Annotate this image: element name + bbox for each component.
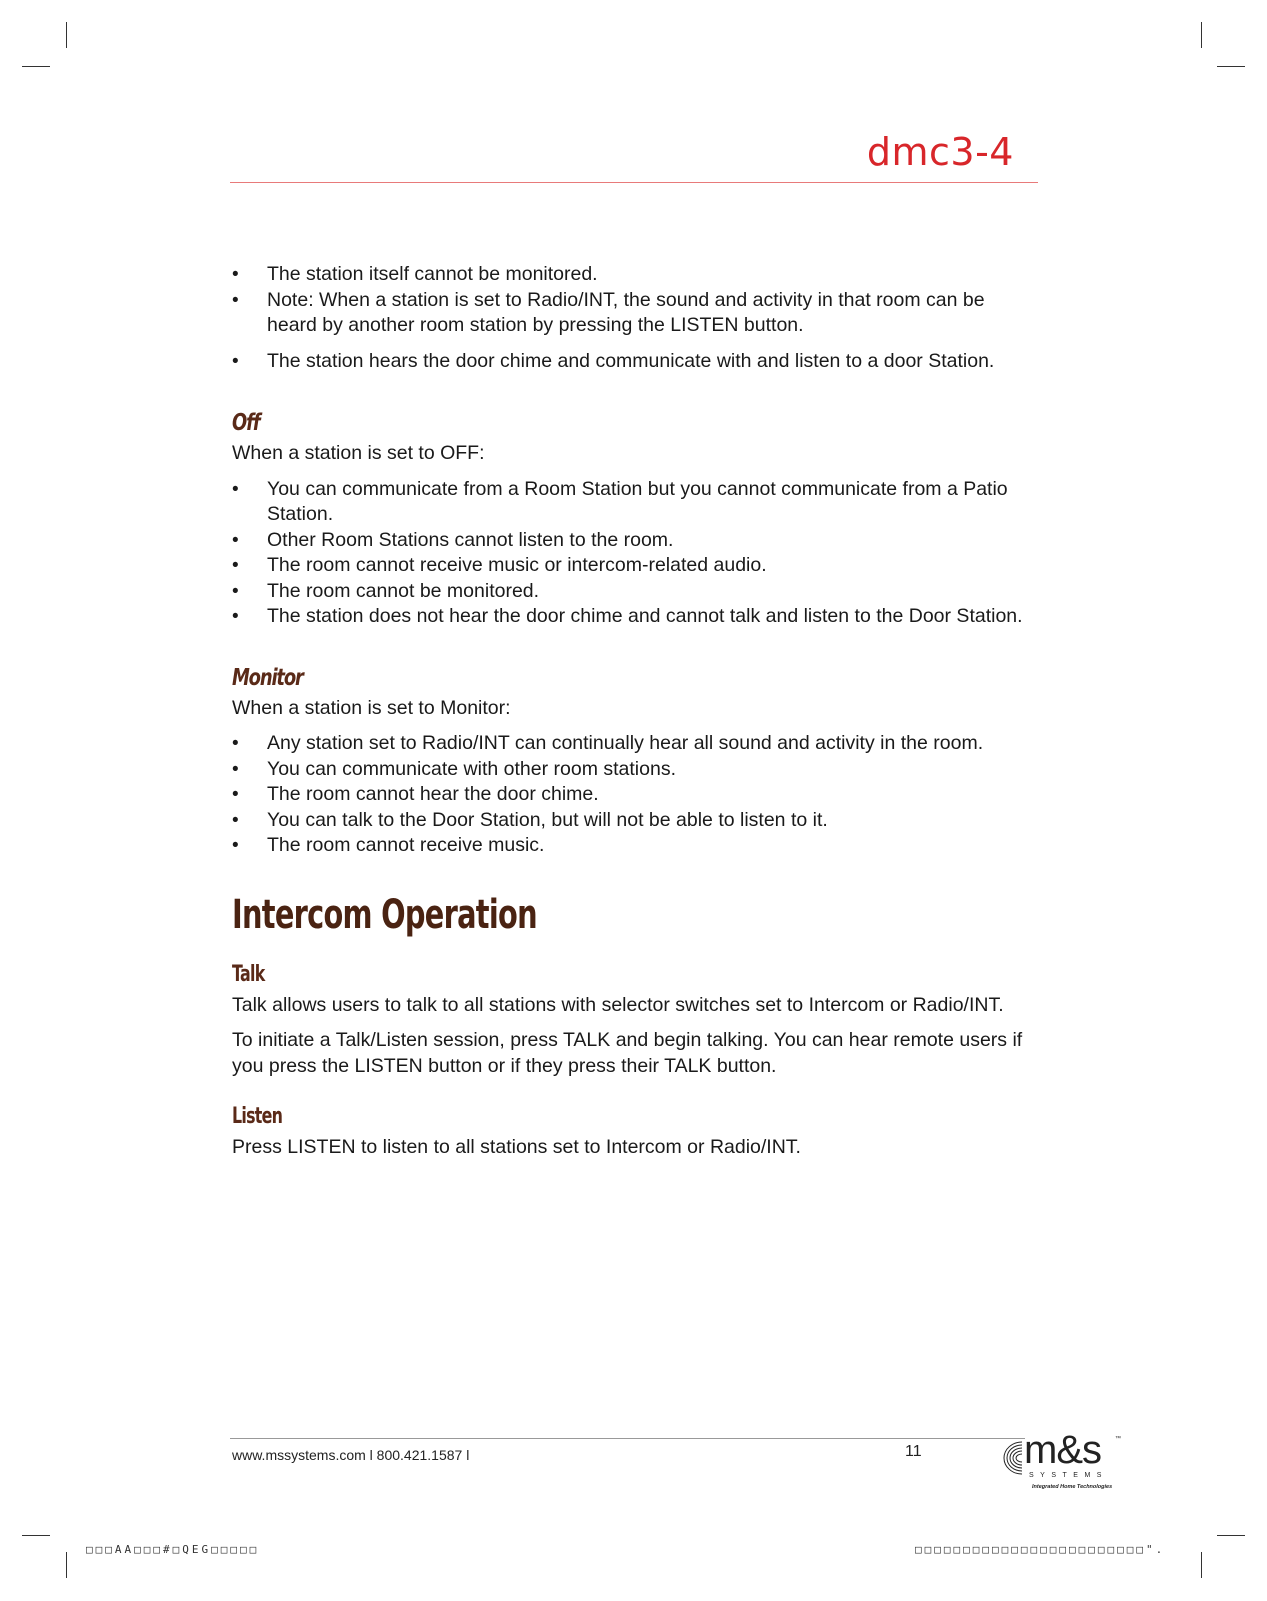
list-item: • The room cannot receive music. [232,833,1032,859]
list-item: • The station hears the door chime and communicate with and listen to a door Station. [232,349,1032,375]
monitor-heading: Monitor [232,664,303,691]
list-item: • Any station set to Radio/INT can continually hear all sound and activity in the room. [232,731,1032,757]
crop-mark [22,1535,50,1536]
listen-paragraph: Press LISTEN to listen to all stations set to Intercom or Radio/INT. [232,1136,801,1158]
list-item: • Note: When a station is set to Radio/INT, the sound and activity in that room can be heard by another room station by pressing the LISTEN button. [232,288,1032,339]
logo-name: m&s [1024,1428,1101,1472]
header-rule [230,182,1038,183]
page-number: 11 [905,1443,922,1460]
intro-bullet-list [232,262,1032,374]
monitor-intro: When a station is set to Monitor: [232,696,511,719]
logo-subtitle: SYSTEMS [1029,1472,1108,1479]
listen-heading: Listen [232,1104,283,1129]
footer-rule [230,1438,1025,1439]
crop-mark [1217,1535,1245,1536]
page-content [232,262,1032,1161]
list-item: • The room cannot hear the door chime. [232,782,1032,808]
list-item: • You can communicate with other room stations. [232,757,1032,783]
list-item: • Other Room Stations cannot listen to the room. [232,528,1032,554]
crop-mark [66,1552,67,1578]
off-intro: When a station is set to OFF: [232,442,485,464]
list-item: • The room cannot receive music or intercom-related audio. [232,553,1032,579]
list-item: • The room cannot be monitored. [232,579,1032,605]
logo-trademark: ™ [1115,1436,1121,1442]
footer-contact: www.mssystems.com l 800.421.1587 l [232,1447,470,1463]
talk-paragraph: To initiate a Talk/Listen session, press TALK and begin talking. You can hear remote users if you press the LISTEN button or if they press their TALK button. [232,1029,1023,1077]
crop-mark [1217,66,1245,67]
list-item: • You can communicate from a Room Station but you cannot communicate from a Patio Station. [232,477,1032,528]
document-title: dmc3-4 [866,130,1014,174]
list-item: • The station itself cannot be monitored. [232,262,1032,288]
talk-heading: Talk [232,961,265,987]
talk-paragraph: Talk allows users to talk to all stations with selector switches set to Intercom or Radio/INT. [232,993,1004,1016]
off-heading: Off [232,410,260,436]
sound-wave-icon [982,1438,1026,1478]
list-item: • You can talk to the Door Station, but will not be able to listen to it. [232,808,1032,834]
crop-mark [22,66,50,67]
print-slug-left: □□□AA□□□#□QEG□□□□□ [86,1543,260,1556]
print-slug-right: □□□□□□□□□□□□□□□□□□□□□□□□". [915,1543,1166,1556]
off-bullet-list [232,477,1032,630]
section-heading: Intercom Operation [232,891,537,938]
list-item: • The station does not hear the door chime and cannot talk and listen to the Door Station. [232,604,1032,630]
crop-mark [1201,1552,1202,1578]
logo-tagline: Integrated Home Technologies [1032,1484,1113,1490]
company-logo [982,1428,1127,1494]
monitor-bullet-list [232,731,1032,859]
crop-mark [1201,22,1202,48]
crop-mark [66,22,67,48]
